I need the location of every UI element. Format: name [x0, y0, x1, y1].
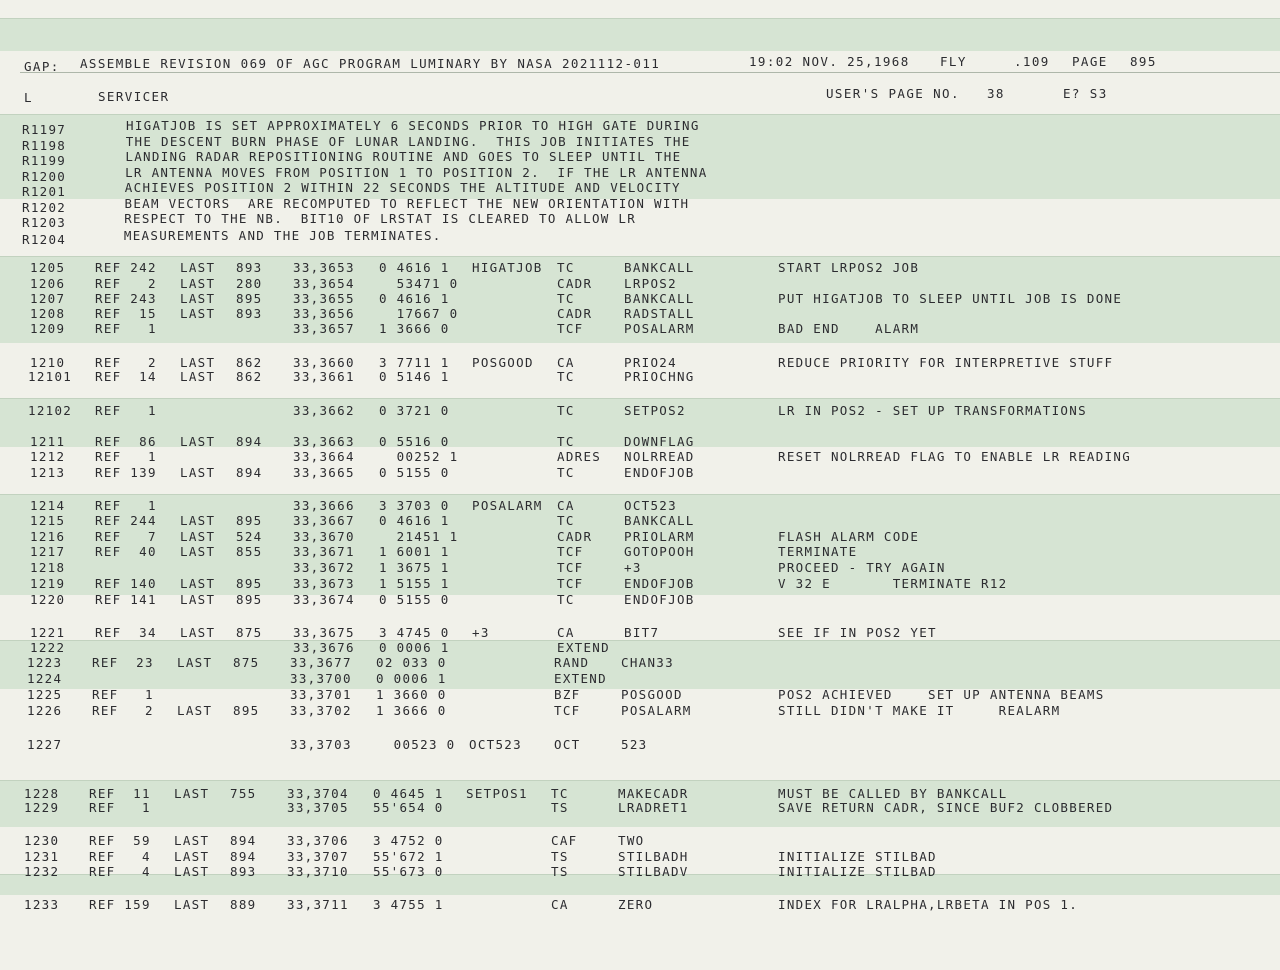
- symbol-label: SETPOS1: [466, 786, 528, 801]
- address: 33,3660: [293, 355, 355, 370]
- last-page: 875: [233, 655, 260, 670]
- comment: MUST BE CALLED BY BANKCALL: [778, 786, 1008, 801]
- opcode: TC: [557, 465, 575, 480]
- opcode: ADRES: [557, 449, 602, 464]
- operand: ENDOFJOB: [624, 592, 695, 607]
- comment: INDEX FOR LRALPHA,LRBETA IN POS 1.: [778, 897, 1079, 912]
- octal-word: 3 7711 1: [379, 355, 450, 370]
- line-number: 1228: [24, 786, 60, 801]
- ref-count: REF 1: [95, 449, 157, 464]
- operand: GOTOPOOH: [624, 544, 695, 559]
- ref-count: REF 139: [95, 465, 157, 480]
- opcode: TCF: [557, 560, 584, 575]
- opcode: CA: [557, 625, 575, 640]
- line-number: 1221: [30, 625, 66, 640]
- remark-text: THE DESCENT BURN PHASE OF LUNAR LANDING. THIS JOB INITIATES THE: [125, 134, 691, 149]
- octal-word: 0 3721 0: [379, 403, 450, 418]
- line-number: 1223: [27, 655, 63, 670]
- address: 33,3674: [293, 592, 355, 607]
- octal-word: 00252 1: [379, 449, 459, 464]
- ref-count: REF 15: [95, 306, 157, 321]
- operand: BIT7: [624, 625, 660, 640]
- opcode: TC: [557, 291, 575, 306]
- opcode: TC: [557, 592, 575, 607]
- ref-count: REF 1: [95, 498, 157, 513]
- comment: TERMINATE: [778, 544, 858, 559]
- opcode: TC: [557, 403, 575, 418]
- ref-count: REF 59: [89, 833, 151, 848]
- octal-word: 0 4616 1: [379, 291, 450, 306]
- last-label: LAST: [174, 786, 210, 801]
- symbol-label: +3: [472, 625, 490, 640]
- ref-count: REF 243: [95, 291, 157, 306]
- address: 33,3672: [293, 560, 355, 575]
- comment: SEE IF IN POS2 YET: [778, 625, 937, 640]
- line-number: 1206: [30, 276, 66, 291]
- opcode: TCF: [557, 576, 584, 591]
- address: 33,3673: [293, 576, 355, 591]
- address: 33,3661: [293, 369, 355, 384]
- operand: ZERO: [618, 897, 654, 912]
- octal-word: 0 0006 1: [376, 671, 447, 686]
- gap-label: GAP:: [24, 59, 60, 74]
- last-page: 895: [236, 291, 263, 306]
- last-label: LAST: [177, 655, 213, 670]
- ref-count: REF 7: [95, 529, 157, 544]
- last-label: LAST: [177, 703, 213, 718]
- address: 33,3711: [287, 897, 349, 912]
- line-number: 1230: [24, 833, 60, 848]
- last-label: LAST: [180, 276, 216, 291]
- address: 33,3700: [290, 671, 352, 686]
- address: 33,3655: [293, 291, 355, 306]
- line-number: 1218: [30, 560, 66, 575]
- symbol-label: HIGATJOB: [472, 260, 543, 275]
- comment: PROCEED - TRY AGAIN: [778, 560, 946, 575]
- remark-text: LANDING RADAR REPOSITIONING ROUTINE AND GOES TO SLEEP UNTIL THE: [125, 149, 682, 164]
- greenbar-band: [0, 18, 1280, 51]
- line-number: 1233: [24, 897, 60, 912]
- symbol-label: POSALARM: [472, 498, 543, 513]
- last-page: 894: [236, 465, 263, 480]
- comment: POS2 ACHIEVED SET UP ANTENNA BEAMS: [778, 687, 1105, 702]
- address: 33,3653: [293, 260, 355, 275]
- comment: STILL DIDN'T MAKE IT REALARM: [778, 703, 1061, 718]
- address: 33,3703: [290, 737, 352, 752]
- remark-id: R1201: [22, 184, 67, 199]
- last-label: LAST: [174, 833, 210, 848]
- opcode: TC: [557, 369, 575, 384]
- page-number: 895: [1130, 54, 1157, 69]
- remark-text: RESPECT TO THE NB. BIT10 OF LRSTAT IS CLEARED TO ALLOW LR: [124, 211, 637, 226]
- address: 33,3676: [293, 640, 355, 655]
- remark-id: R1203: [22, 215, 67, 230]
- operand: 523: [621, 737, 648, 752]
- opcode: TC: [557, 434, 575, 449]
- operand: OCT523: [624, 498, 677, 513]
- comment: LR IN POS2 - SET UP TRANSFORMATIONS: [778, 403, 1087, 418]
- line-number: 1207: [30, 291, 66, 306]
- operand: STILBADV: [618, 864, 689, 879]
- address: 33,3706: [287, 833, 349, 848]
- remark-id: R1202: [22, 200, 67, 215]
- operand: PRIOLARM: [624, 529, 695, 544]
- address: 33,3702: [290, 703, 352, 718]
- last-page: 895: [236, 576, 263, 591]
- line-number: 1215: [30, 513, 66, 528]
- comment: START LRPOS2 JOB: [778, 260, 920, 275]
- octal-word: 55'673 0: [373, 864, 444, 879]
- opcode: TC: [557, 260, 575, 275]
- ref-count: REF 86: [95, 434, 157, 449]
- opcode: CADR: [557, 529, 593, 544]
- octal-word: 3 4752 0: [373, 833, 444, 848]
- address: 33,3707: [287, 849, 349, 864]
- opcode: CADR: [557, 306, 593, 321]
- opcode: BZF: [554, 687, 581, 702]
- header-underline: [20, 72, 1280, 73]
- operand: PRIOCHNG: [624, 369, 695, 384]
- ref-count: REF 2: [92, 703, 154, 718]
- ref-count: REF 40: [95, 544, 157, 559]
- opcode: TS: [551, 800, 569, 815]
- octal-word: 0 5516 0: [379, 434, 450, 449]
- last-page: 895: [236, 592, 263, 607]
- ref-count: REF 141: [95, 592, 157, 607]
- corner-code: E? S3: [1063, 86, 1108, 101]
- octal-word: 55'672 1: [373, 849, 444, 864]
- ref-count: REF 1: [95, 321, 157, 336]
- fly-label: FLY: [940, 54, 967, 69]
- octal-word: 0 5146 1: [379, 369, 450, 384]
- last-label: LAST: [180, 306, 216, 321]
- octal-word: 1 5155 1: [379, 576, 450, 591]
- section-name: SERVICER: [98, 89, 170, 104]
- last-label: LAST: [174, 849, 210, 864]
- operand: DOWNFLAG: [624, 434, 695, 449]
- last-page: 895: [233, 703, 260, 718]
- ref-count: REF 4: [89, 849, 151, 864]
- opcode: TCF: [554, 703, 581, 718]
- comment: INITIALIZE STILBAD: [778, 849, 937, 864]
- timestamp: 19:02 NOV. 25,1968: [749, 54, 910, 69]
- operand: ENDOFJOB: [624, 465, 695, 480]
- opcode: EXTEND: [557, 640, 610, 655]
- last-page: 893: [236, 260, 263, 275]
- octal-word: 1 3660 0: [376, 687, 447, 702]
- ref-count: REF 14: [95, 369, 157, 384]
- opcode: TC: [557, 513, 575, 528]
- octal-word: 3 4755 1: [373, 897, 444, 912]
- address: 33,3670: [293, 529, 355, 544]
- ref-count: REF 1: [92, 687, 154, 702]
- last-label: LAST: [180, 434, 216, 449]
- line-number: 1222: [30, 640, 66, 655]
- address: 33,3664: [293, 449, 355, 464]
- address: 33,3675: [293, 625, 355, 640]
- address: 33,3656: [293, 306, 355, 321]
- remark-id: R1198: [22, 138, 67, 153]
- address: 33,3705: [287, 800, 349, 815]
- line-number: 1226: [27, 703, 63, 718]
- last-page: 893: [236, 306, 263, 321]
- remark-text: ACHIEVES POSITION 2 WITHIN 22 SECONDS THE ALTITUDE AND VELOCITY: [124, 180, 681, 195]
- comment: RESET NOLRREAD FLAG TO ENABLE LR READING: [778, 449, 1132, 464]
- operand: STILBADH: [618, 849, 689, 864]
- comment: FLASH ALARM CODE: [778, 529, 920, 544]
- symbol-label: POSGOOD: [472, 355, 534, 370]
- remark-id: R1197: [22, 122, 67, 137]
- users-page-number: 38: [987, 86, 1005, 101]
- line-number: 1213: [30, 465, 66, 480]
- line-number: 1219: [30, 576, 66, 591]
- opcode: OCT: [554, 737, 581, 752]
- operand: LRADRET1: [618, 800, 689, 815]
- remark-id: R1199: [22, 153, 67, 168]
- last-page: 524: [236, 529, 263, 544]
- line-number: 1209: [30, 321, 66, 336]
- ref-count: REF 159: [89, 897, 151, 912]
- comment: V 32 E TERMINATE R12: [778, 576, 1008, 591]
- line-number: 1224: [27, 671, 63, 686]
- octal-word: 53471 0: [379, 276, 459, 291]
- opcode: TC: [551, 786, 569, 801]
- line-number: 1231: [24, 849, 60, 864]
- remark-text: LR ANTENNA MOVES FROM POSITION 1 TO POSITION 2. IF THE LR ANTENNA: [125, 165, 708, 180]
- operand: PRIO24: [624, 355, 677, 370]
- line-number: 1212: [30, 449, 66, 464]
- operand: LRPOS2: [624, 276, 677, 291]
- ref-count: REF 11: [89, 786, 151, 801]
- address: 33,3666: [293, 498, 355, 513]
- comment: INITIALIZE STILBAD: [778, 864, 937, 879]
- opcode: TCF: [557, 321, 584, 336]
- last-label: LAST: [180, 544, 216, 559]
- last-page: 889: [230, 897, 257, 912]
- page-label: PAGE: [1072, 54, 1108, 69]
- ref-count: REF 34: [95, 625, 157, 640]
- operand: POSGOOD: [621, 687, 683, 702]
- ref-count: REF 23: [92, 655, 154, 670]
- octal-word: 0 5155 0: [379, 592, 450, 607]
- octal-word: 0 4616 1: [379, 513, 450, 528]
- opcode: CADR: [557, 276, 593, 291]
- opcode: CAF: [551, 833, 578, 848]
- octal-word: 1 6001 1: [379, 544, 450, 559]
- octal-word: 1 3666 0: [376, 703, 447, 718]
- assemble-title: ASSEMBLE REVISION 069 OF AGC PROGRAM LUMINARY BY NASA 2021112-011: [80, 56, 661, 71]
- last-page: 280: [236, 276, 263, 291]
- last-label: LAST: [180, 576, 216, 591]
- operand: RADSTALL: [624, 306, 695, 321]
- last-page: 895: [236, 513, 263, 528]
- operand: CHAN33: [621, 655, 674, 670]
- operand: BANKCALL: [624, 260, 695, 275]
- octal-word: 00523 0: [376, 737, 456, 752]
- last-page: 894: [230, 849, 257, 864]
- opcode: TCF: [557, 544, 584, 559]
- address: 33,3654: [293, 276, 355, 291]
- address: 33,3665: [293, 465, 355, 480]
- octal-word: 1 3675 1: [379, 560, 450, 575]
- remark-id: R1200: [22, 169, 67, 184]
- ref-count: REF 242: [95, 260, 157, 275]
- last-page: 855: [236, 544, 263, 559]
- opcode: CA: [557, 498, 575, 513]
- operand: POSALARM: [624, 321, 695, 336]
- last-label: LAST: [180, 369, 216, 384]
- octal-word: 3 3703 0: [379, 498, 450, 513]
- line-number: 1227: [27, 737, 63, 752]
- octal-word: 1 3666 0: [379, 321, 450, 336]
- comment: PUT HIGATJOB TO SLEEP UNTIL JOB IS DONE: [778, 291, 1123, 306]
- opcode: CA: [551, 897, 569, 912]
- octal-word: 55'654 0: [373, 800, 444, 815]
- ref-count: REF 244: [95, 513, 157, 528]
- operand: BANKCALL: [624, 291, 695, 306]
- operand: BANKCALL: [624, 513, 695, 528]
- operand: NOLRREAD: [624, 449, 695, 464]
- line-number: 1217: [30, 544, 66, 559]
- last-page: 862: [236, 355, 263, 370]
- octal-word: 3 4745 0: [379, 625, 450, 640]
- address: 33,3704: [287, 786, 349, 801]
- ref-count: REF 1: [89, 800, 151, 815]
- octal-word: 0 4616 1: [379, 260, 450, 275]
- last-label: LAST: [174, 864, 210, 879]
- line-number: 1214: [30, 498, 66, 513]
- octal-word: 0 0006 1: [379, 640, 450, 655]
- ref-count: REF 2: [95, 355, 157, 370]
- remark-text: MEASUREMENTS AND THE JOB TERMINATES.: [123, 228, 442, 243]
- operand: ENDOFJOB: [624, 576, 695, 591]
- ref-count: REF 4: [89, 864, 151, 879]
- octal-word: 21451 1: [379, 529, 459, 544]
- ref-count: REF 140: [95, 576, 157, 591]
- last-label: LAST: [180, 513, 216, 528]
- comment: BAD END ALARM: [778, 321, 920, 336]
- symbol-label: OCT523: [469, 737, 522, 752]
- operand: +3: [624, 560, 642, 575]
- opcode: RAND: [554, 655, 590, 670]
- line-number: 12102: [28, 403, 73, 418]
- line-number: 1210: [30, 355, 66, 370]
- last-page: 894: [230, 833, 257, 848]
- address: 33,3671: [293, 544, 355, 559]
- last-label: LAST: [180, 625, 216, 640]
- last-page: 894: [236, 434, 263, 449]
- last-page: 755: [230, 786, 257, 801]
- address: 33,3667: [293, 513, 355, 528]
- line-number: 1205: [30, 260, 66, 275]
- octal-word: 0 5155 0: [379, 465, 450, 480]
- remark-text: BEAM VECTORS ARE RECOMPUTED TO REFLECT THE NEW ORIENTATION WITH: [124, 196, 690, 211]
- address: 33,3657: [293, 321, 355, 336]
- address: 33,3710: [287, 864, 349, 879]
- line-number: 1225: [27, 687, 63, 702]
- last-label: LAST: [180, 592, 216, 607]
- octal-word: 02 033 0: [376, 655, 447, 670]
- opcode: CA: [557, 355, 575, 370]
- last-label: LAST: [180, 465, 216, 480]
- operand: MAKECADR: [618, 786, 689, 801]
- comment: SAVE RETURN CADR, SINCE BUF2 CLOBBERED: [778, 800, 1114, 815]
- line-number: 1211: [30, 434, 66, 449]
- ref-count: REF 1: [95, 403, 157, 418]
- line-number: 1232: [24, 864, 60, 879]
- address: 33,3662: [293, 403, 355, 418]
- line-number: 1220: [30, 592, 66, 607]
- operand: SETPOS2: [624, 403, 686, 418]
- address: 33,3701: [290, 687, 352, 702]
- operand: POSALARM: [621, 703, 692, 718]
- last-label: LAST: [180, 355, 216, 370]
- address: 33,3663: [293, 434, 355, 449]
- last-page: 862: [236, 369, 263, 384]
- last-page: 893: [230, 864, 257, 879]
- line-number: 1216: [30, 529, 66, 544]
- line-number: 1208: [30, 306, 66, 321]
- last-label: LAST: [180, 260, 216, 275]
- remark-text: HIGATJOB IS SET APPROXIMATELY 6 SECONDS PRIOR TO HIGH GATE DURING: [126, 118, 700, 133]
- opcode: EXTEND: [554, 671, 607, 686]
- comment: REDUCE PRIORITY FOR INTERPRETIVE STUFF: [778, 355, 1114, 370]
- fly-number: .109: [1014, 54, 1050, 69]
- ref-count: REF 2: [95, 276, 157, 291]
- last-label: LAST: [180, 529, 216, 544]
- line-number: 12101: [28, 369, 73, 384]
- section-letter: L: [24, 90, 33, 105]
- line-number: 1229: [24, 800, 60, 815]
- users-page-label: USER'S PAGE NO.: [826, 86, 960, 101]
- last-label: LAST: [180, 291, 216, 306]
- opcode: TS: [551, 849, 569, 864]
- octal-word: 17667 0: [379, 306, 459, 321]
- operand: TWO: [618, 833, 645, 848]
- address: 33,3677: [290, 655, 352, 670]
- last-page: 875: [236, 625, 263, 640]
- remark-id: R1204: [22, 232, 67, 247]
- octal-word: 0 4645 1: [373, 786, 444, 801]
- last-label: LAST: [174, 897, 210, 912]
- opcode: TS: [551, 864, 569, 879]
